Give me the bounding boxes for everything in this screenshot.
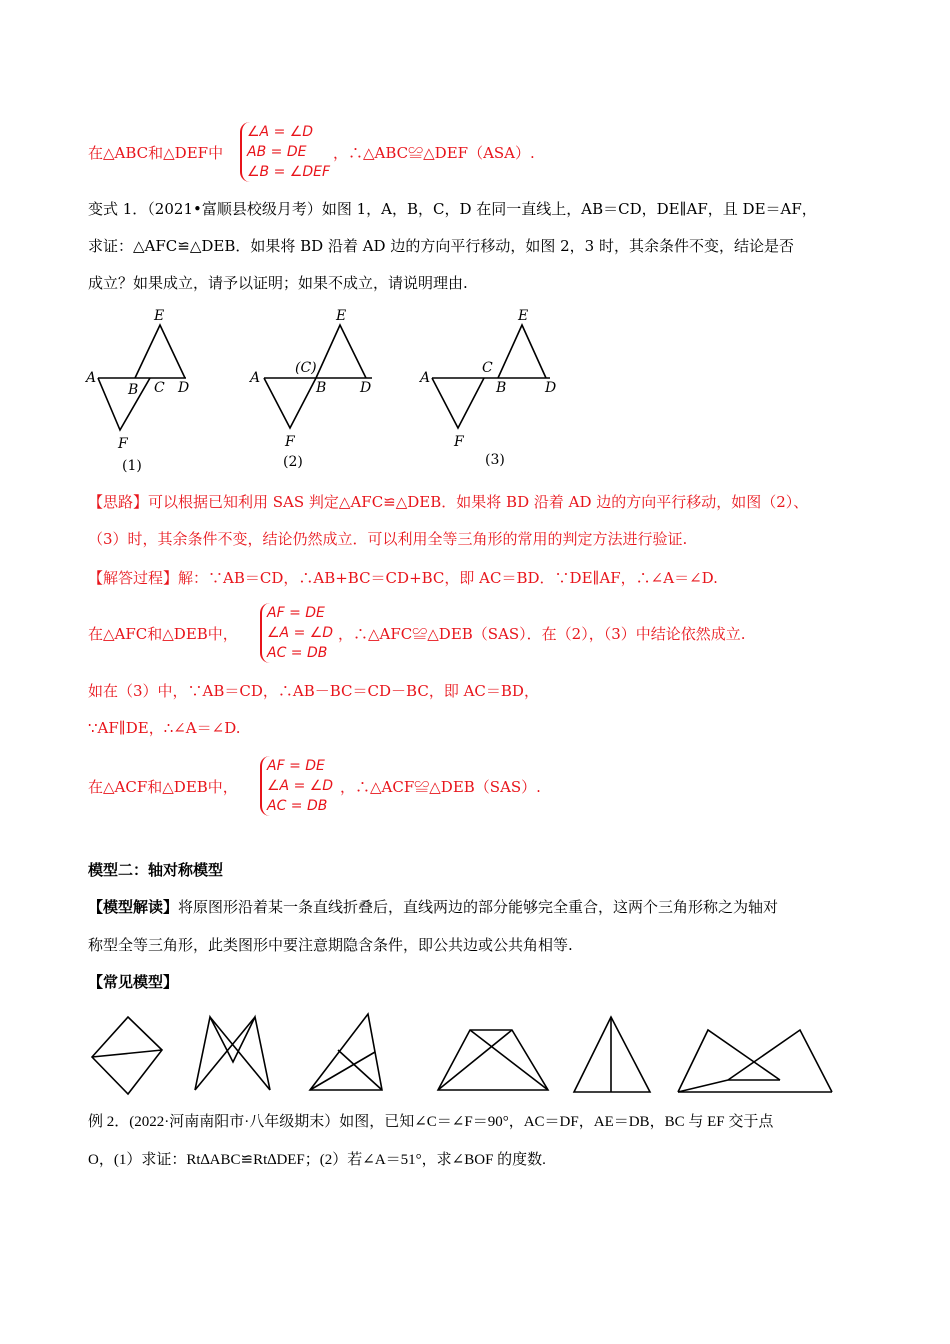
variant-line-1: 变式 1．（2021•富顺县校级月考）如图 1，A，B，C，D 在同一直线上，AB＝CD，DE∥AF，且 DE＝AF， (88, 200, 817, 218)
model-trapezoid-cross (438, 1030, 548, 1090)
fig1-label-f: F (118, 436, 128, 452)
model2-common-tag: 【常见模型】 (88, 973, 179, 991)
asa-system (240, 122, 330, 182)
fig3-label-a: A (420, 370, 431, 386)
fig3-label-f: F (454, 434, 464, 450)
model2-read-tag: 【模型解读】 (88, 898, 179, 916)
sas2-system (260, 756, 333, 816)
fig2-label-b: B (316, 380, 327, 396)
example2-line-1: 例 2．(2022·河南南阳市·八年级期末）如图，已知∠C＝∠F＝90°，AC＝DF，AE＝DB，BC 与 EF 交于点 (88, 1114, 774, 1130)
common-model-figures (80, 1002, 860, 1102)
sas1-eq-3: AC = DB (267, 645, 328, 661)
fig1-label-a: A (86, 370, 97, 386)
model2-read-text: 将原图形沿着某一条直线折叠后，直线两边的部分能够完全重合，这两个三角形称之为轴对 (178, 898, 779, 916)
variant-line-3: 成立？如果成立，请予以证明；如果不成立，请说明理由. (88, 274, 468, 292)
fig3-label-c: C (482, 360, 493, 376)
model-triangle-cross (310, 1014, 382, 1090)
asa-block (88, 122, 788, 182)
solution-line-1: 【解答过程】解：∵AB＝CD，∴AB+BC＝CD+BC，即 AC＝BD．∵DE∥AF，∴∠A＝∠D. (88, 569, 718, 587)
solution-line-2: 如在（3）中，∵AB＝CD，∴AB－BC＝CD－BC，即 AC＝BD， (88, 682, 539, 700)
fig3-label-e: E (518, 308, 529, 324)
model-kite (92, 1017, 162, 1094)
sas-block-2 (88, 756, 788, 818)
sas-block-1 (88, 603, 868, 665)
sas1-system (260, 603, 333, 663)
sas1-prefix: 在△AFC和△DEB中， (88, 625, 238, 643)
asa-conclusion: ，∴△ABC≌△DEF（ASA）. (333, 144, 535, 162)
fig1-caption: (1) (122, 458, 142, 474)
sas1-eq-2: ∠A = ∠D (267, 625, 334, 641)
fig1-label-e: E (154, 308, 165, 324)
variant-figures (80, 300, 580, 480)
fig1-label-b: B (128, 382, 139, 398)
model2-read-line-1 (88, 897, 778, 917)
model-isosceles-altitude (574, 1017, 650, 1092)
fig3-label-b: B (496, 380, 507, 396)
asa-eq-2: AB = DE (247, 144, 307, 160)
model2-read-line-2: 称型全等三角形，此类图形中要注意期隐含条件，即公共边或公共角相等. (88, 936, 573, 954)
fig2-label-c: (C) (295, 360, 317, 376)
variant-line-2: 求证：△AFC≌△DEB．如果将 BD 沿着 AD 边的方向平行移动，如图 2，3 时，其余条件不变，结论是否 (88, 237, 794, 255)
fig1-label-d: D (178, 380, 190, 396)
asa-prefix: 在△ABC和△DEF中 (88, 144, 224, 162)
sas1-conclusion: ，∴△AFC≌△DEB（SAS）．在（2），（3）中结论依然成立. (338, 625, 746, 643)
sas2-eq-2: ∠A = ∠D (267, 778, 334, 794)
figure-2 (264, 325, 372, 428)
sas2-prefix: 在△ACF和△DEB中， (88, 778, 238, 796)
fig2-label-f: F (285, 434, 295, 450)
figure-1 (98, 325, 186, 430)
asa-eq-3: ∠B = ∠DEF (247, 164, 331, 180)
solution-line-3: ∵AF∥DE，∴∠A＝∠D. (88, 719, 241, 737)
asa-eq-1: ∠A = ∠D (247, 124, 314, 140)
figure-1-labels (84, 308, 189, 474)
model-overlap-triangles (678, 1030, 832, 1092)
sas2-eq-1: AF = DE (267, 758, 325, 774)
fig3-caption: (3) (485, 452, 505, 468)
model-w-shape (195, 1017, 270, 1090)
figure-3 (432, 325, 550, 428)
fig2-label-d: D (360, 380, 372, 396)
figure-3-labels (418, 308, 556, 468)
fig3-label-d: D (545, 380, 557, 396)
example2-line-2: O，(1）求证：Rt∆ABC≌Rt∆DEF；(2）若∠A＝51°，求∠BOF 的度数. (88, 1152, 546, 1168)
sas1-eq-1: AF = DE (267, 605, 325, 621)
idea-line-1: 【思路】可以根据已知利用 SAS 判定△AFC≌△DEB．如果将 BD 沿着 AD 边的方向平行移动，如图（2）、 (88, 493, 809, 511)
fig2-caption: (2) (283, 454, 303, 470)
fig1-label-c: C (154, 380, 165, 396)
sas2-conclusion: ，∴△ACF≌△DEB（SAS）. (340, 778, 541, 796)
idea-line-2: （3）时，其余条件不变，结论仍然成立．可以利用全等三角形的常用的判定方法进行验证. (88, 530, 688, 548)
model2-title: 模型二：轴对称模型 (88, 861, 224, 879)
fig2-label-a: A (250, 370, 261, 386)
fig2-label-e: E (336, 308, 347, 324)
sas2-eq-3: AC = DB (267, 798, 328, 814)
